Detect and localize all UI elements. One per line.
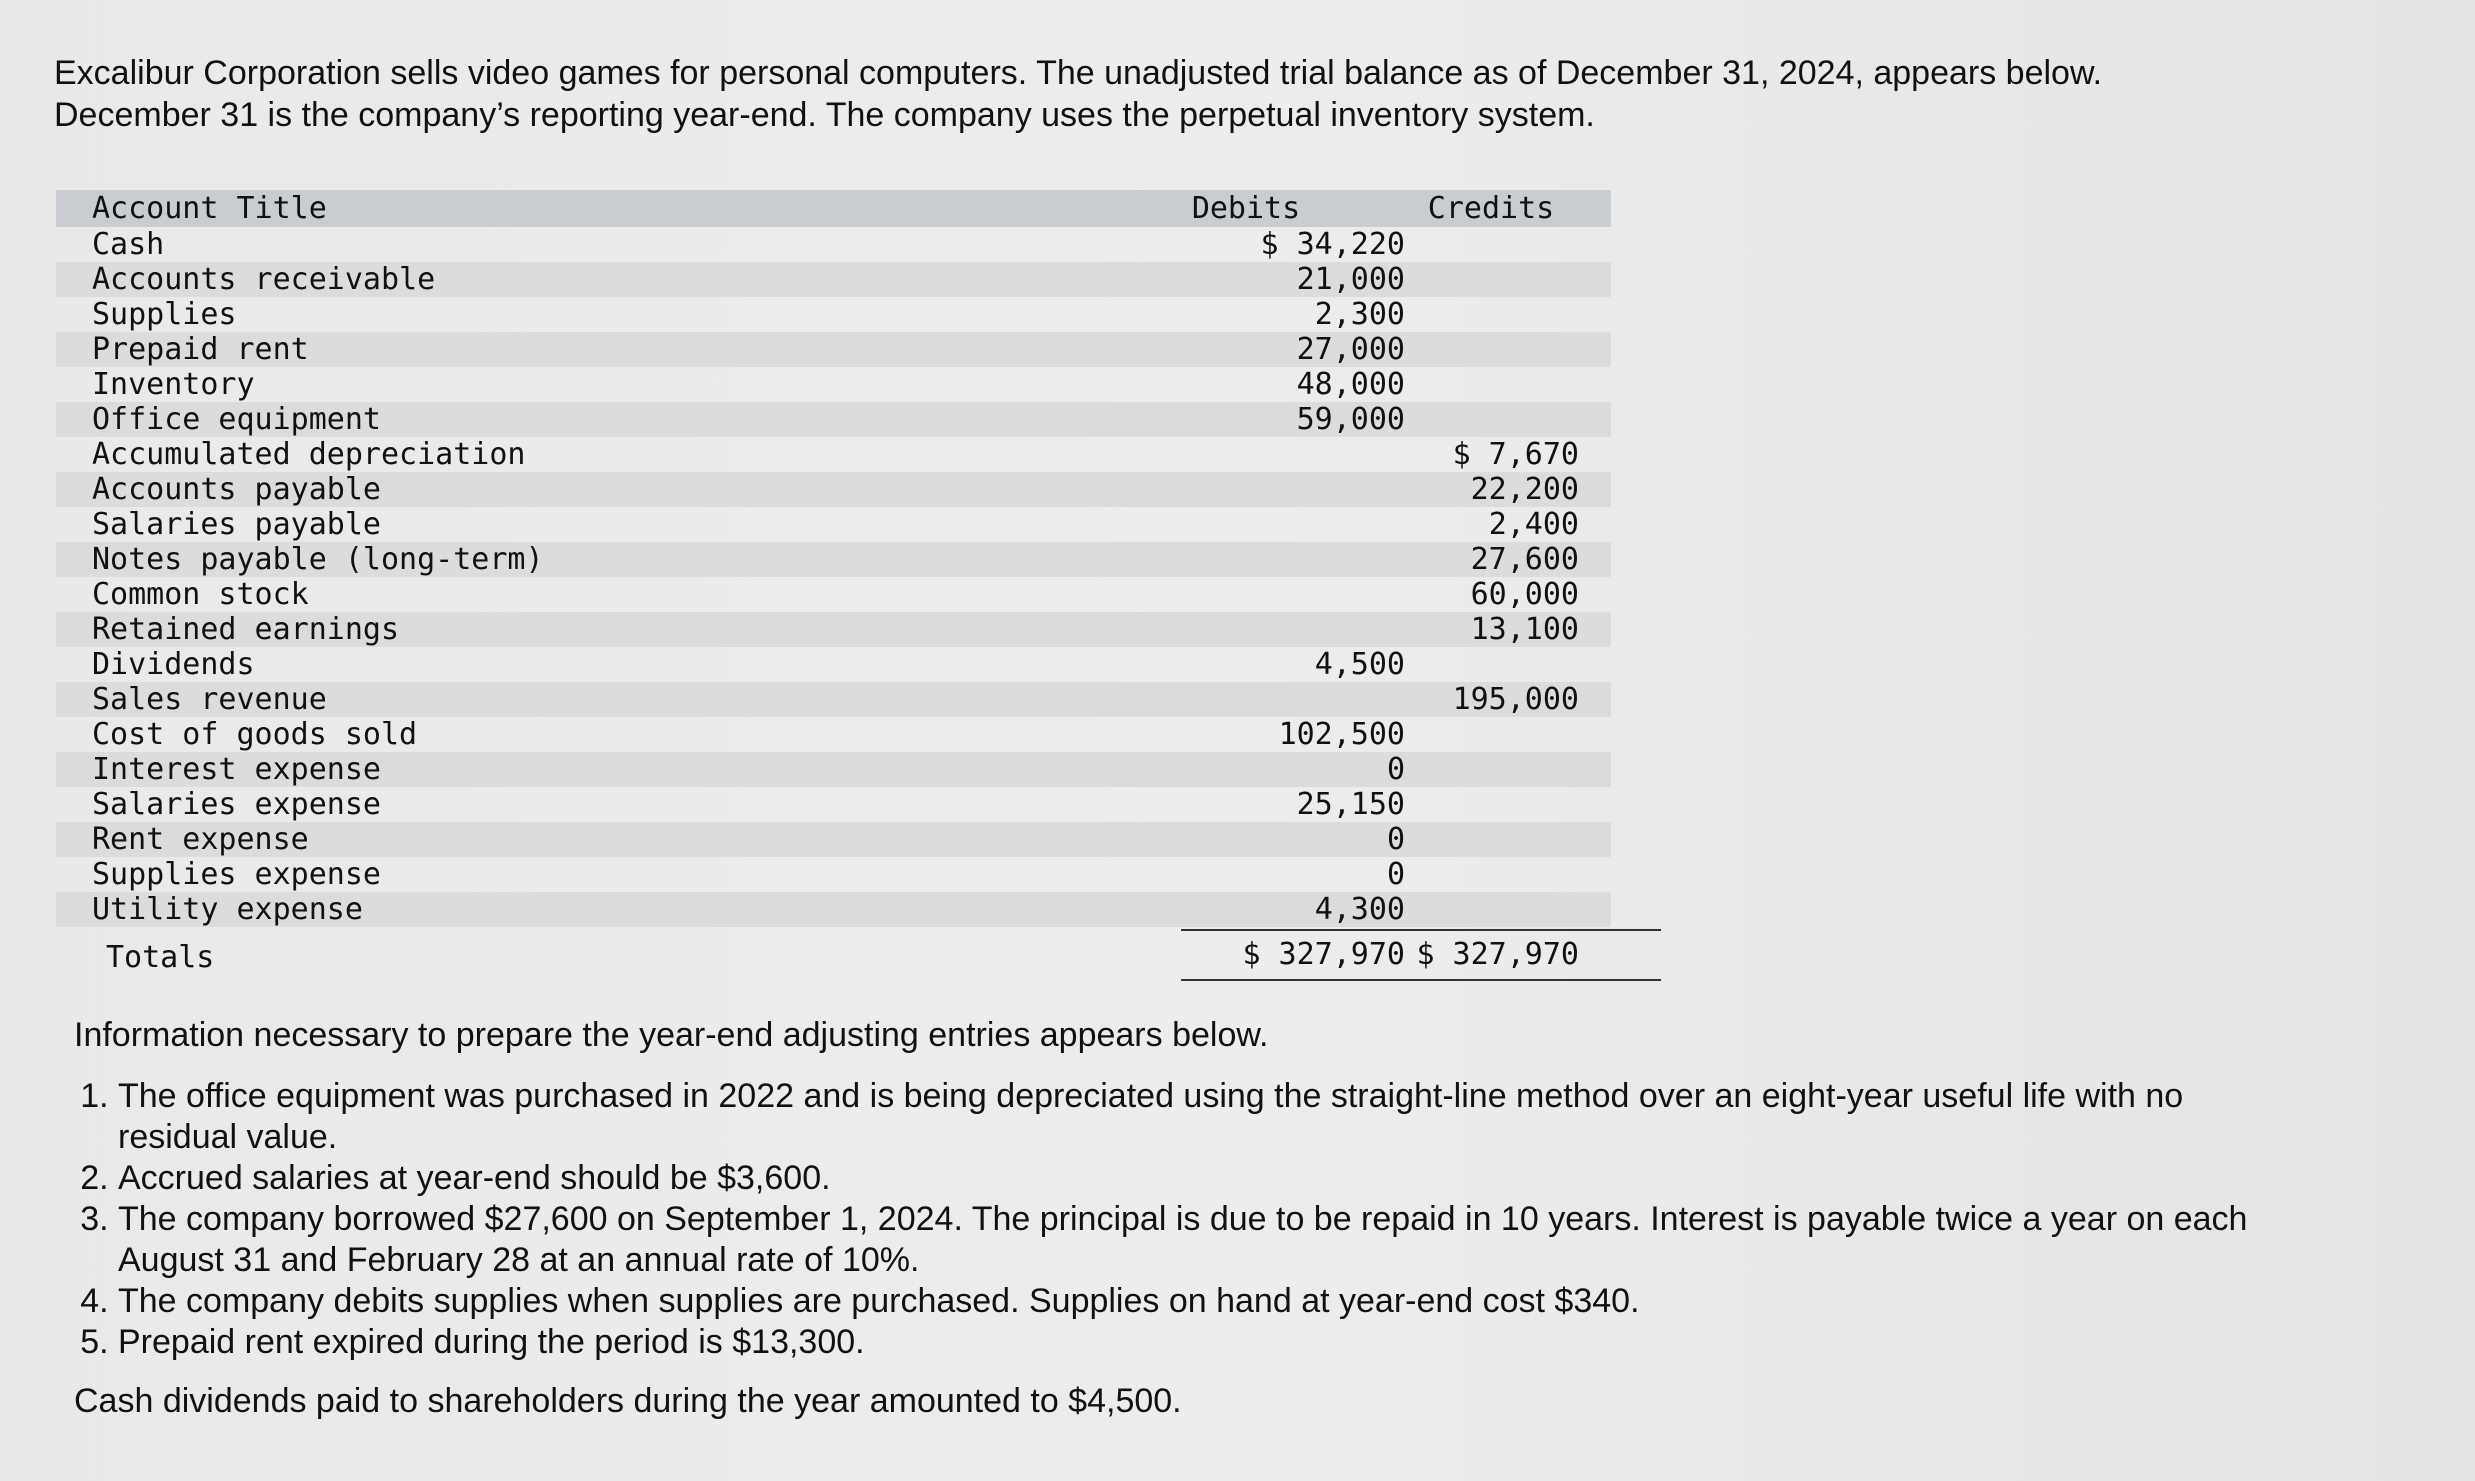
debit-cell: 2,300 [1314, 297, 1405, 332]
table-row [56, 892, 1611, 927]
account-cell: Cash [92, 227, 165, 262]
table-row [56, 367, 1611, 402]
debit-cell: 27,000 [1296, 332, 1405, 367]
table-row [56, 717, 1611, 752]
table-row [56, 822, 1611, 857]
debit-cell: 102,500 [1278, 717, 1405, 752]
table-row [56, 332, 1611, 367]
account-cell: Accumulated depreciation [92, 437, 526, 472]
account-cell: Retained earnings [92, 612, 400, 647]
account-cell: Office equipment [92, 402, 381, 437]
debit-cell: 48,000 [1296, 367, 1405, 402]
totals-bottom-rule-wrapper [56, 983, 1611, 987]
table-row [56, 227, 1611, 262]
debit-cell: $ 34,220 [1260, 227, 1405, 262]
account-cell: Notes payable (long-term) [92, 542, 544, 577]
trial-balance-table [56, 190, 1611, 987]
account-cell: Accounts payable [92, 472, 381, 507]
info-list-item: 5. Prepaid rent expired during the period is $13,300. [118, 1322, 2274, 1363]
table-row [56, 857, 1611, 892]
header-account-title: Account Title [92, 191, 327, 226]
info-list [74, 1076, 2274, 1363]
credit-cell: 22,200 [1470, 472, 1579, 507]
debit-cell: 4,500 [1314, 647, 1405, 682]
debit-cell: 0 [1386, 822, 1405, 857]
totals-debit: $ 327,970 [1242, 937, 1405, 972]
totals-label: Totals [106, 940, 215, 975]
account-cell: Interest expense [92, 752, 381, 787]
info-list-item: 1. The office equipment was purchased in 2022 and is being depreciated using the straight-line method over an eight-year useful life with no residual value. [118, 1076, 2274, 1158]
totals-credit: $ 327,970 [1416, 937, 1579, 972]
table-row [56, 647, 1611, 682]
adjusting-info-section [74, 1015, 2274, 1422]
credit-cell: $ 7,670 [1452, 437, 1579, 472]
account-cell: Accounts receivable [92, 262, 436, 297]
info-heading: Information necessary to prepare the year-end adjusting entries appears below. [74, 1016, 1269, 1054]
credit-cell: 13,100 [1470, 612, 1579, 647]
debit-cell: 0 [1386, 857, 1405, 892]
table-header-row [56, 190, 1611, 227]
account-cell: Cost of goods sold [92, 717, 418, 752]
table-row [56, 542, 1611, 577]
totals-top-rule [1181, 929, 1661, 931]
totals-row [56, 933, 1611, 983]
table-row [56, 262, 1611, 297]
debit-cell: 4,300 [1314, 892, 1405, 927]
account-cell: Salaries expense [92, 787, 381, 822]
header-debits: Debits [1191, 191, 1301, 226]
table-row [56, 682, 1611, 717]
totals-bottom-rule [1181, 979, 1661, 981]
intro-paragraph: Excalibur Corporation sells video games for personal computers. The unadjusted trial balance as of December 31, 2024, appears below. December 31 is the company’s reporting year-end. The company uses the perpetual inventory system. [54, 54, 2103, 134]
account-cell: Utility expense [92, 892, 363, 927]
account-cell: Inventory [92, 367, 255, 402]
credit-cell: 60,000 [1470, 577, 1579, 612]
info-list-item: 2. Accrued salaries at year-end should be $3,600. [118, 1158, 2274, 1199]
table-row [56, 402, 1611, 437]
table-row [56, 612, 1611, 647]
credit-cell: 195,000 [1452, 682, 1579, 717]
debit-cell: 0 [1386, 752, 1405, 787]
debit-cell: 21,000 [1296, 262, 1405, 297]
table-row [56, 437, 1611, 472]
account-cell: Supplies [92, 297, 237, 332]
account-cell: Dividends [92, 647, 255, 682]
table-row [56, 507, 1611, 542]
info-list-item: 3. The company borrowed $27,600 on September 1, 2024. The principal is due to be repaid in 10 years. Interest is payable twice a year on each August 31 and February 28 at an annual rate of 10%. [118, 1199, 2274, 1281]
table-row [56, 297, 1611, 332]
dividends-note: Cash dividends paid to shareholders during the year amounted to $4,500. [74, 1382, 1182, 1420]
table-row [56, 787, 1611, 822]
table-row [56, 472, 1611, 507]
account-cell: Salaries payable [92, 507, 381, 542]
account-cell: Prepaid rent [92, 332, 309, 367]
account-cell: Common stock [92, 577, 309, 612]
debit-cell: 25,150 [1296, 787, 1405, 822]
debit-cell: 59,000 [1296, 402, 1405, 437]
account-cell: Supplies expense [92, 857, 381, 892]
table-row [56, 752, 1611, 787]
credit-cell: 2,400 [1488, 507, 1579, 542]
account-cell: Rent expense [92, 822, 309, 857]
credit-cell: 27,600 [1470, 542, 1579, 577]
info-list-item: 4. The company debits supplies when supplies are purchased. Supplies on hand at year-end cost $340. [118, 1281, 2274, 1322]
table-row [56, 577, 1611, 612]
account-cell: Sales revenue [92, 682, 327, 717]
header-credits: Credits [1427, 191, 1555, 226]
